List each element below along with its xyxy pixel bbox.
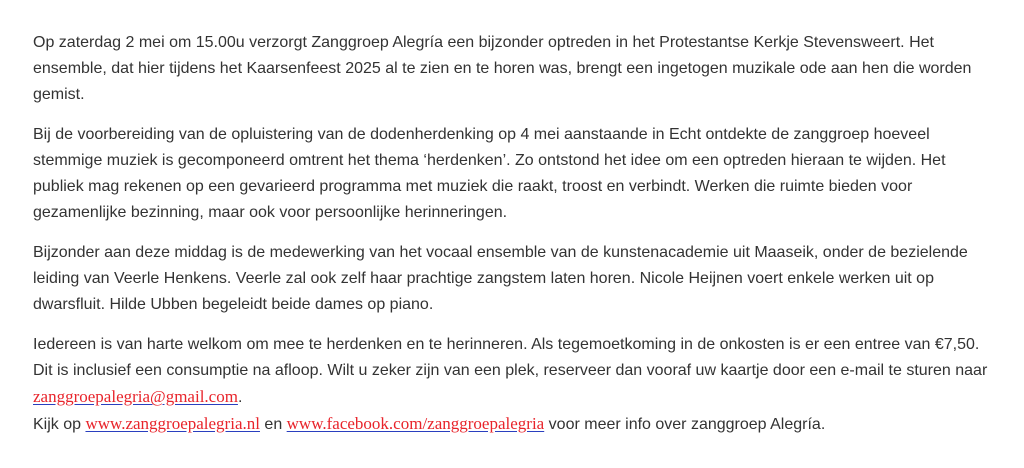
email-period: . <box>237 389 243 406</box>
article-body <box>33 30 993 452</box>
en-text: en <box>259 416 287 433</box>
facebook-link[interactable]: www.facebook.com/zanggroepalegria <box>286 414 545 433</box>
website-link[interactable]: www.zanggroepalegria.nl <box>85 414 260 433</box>
email-link[interactable]: zanggroepalegria@gmail.com <box>33 387 238 406</box>
invitation-text: Iedereen is van harte welkom om mee te herdenken en te herinneren. Als tegemoetkoming in de onkosten is er een entree van €7,50. Dit is inclusief een consumptie na afloop. Wilt u zeker zijn van een plek, reserveer dan vooraf uw kaartje door een e-mail te sturen naar <box>33 336 988 379</box>
paragraph-invitation <box>33 332 993 438</box>
paragraph-intro: Op zaterdag 2 mei om 15.00u verzorgt Zanggroep Alegría een bijzonder optreden in het Protestantse Kerkje Stevensweert. Het ensemble, dat hier tijdens het Kaarsenfeest 2025 al te zien en te horen was, brengt een ingetogen muzikale ode aan hen die worden gemist. <box>33 34 972 103</box>
closing-text: voor meer info over zanggroep Alegría. <box>544 416 826 433</box>
kijk-op-text: Kijk op <box>33 416 86 433</box>
paragraph-collaboration: Bijzonder aan deze middag is de medewerking van het vocaal ensemble van de kunstenacademie uit Maaseik, onder de bezielende leiding van Veerle Henkens. Veerle zal ook zelf haar prachtige zangstem laten horen. Nicole Heijnen voert enkele werken uit op dwarsfluit. Hilde Ubben begeleidt beide dames op piano. <box>33 244 968 313</box>
paragraph-preparation: Bij de voorbereiding van de opluistering van de dodenherdenking op 4 mei aanstaande in Echt ontdekte de zanggroep hoeveel stemmige muziek is gecomponeerd omtrent het thema ‘herdenken’. Zo ontstond het idee om een optreden hieraan te wijden. Het publiek mag rekenen op een gevarieerd programma met muziek die raakt, troost en verbindt. Werken die ruimte bieden voor gezamenlijke bezinning, maar ook voor persoonlijke herinneringen. <box>33 126 946 221</box>
